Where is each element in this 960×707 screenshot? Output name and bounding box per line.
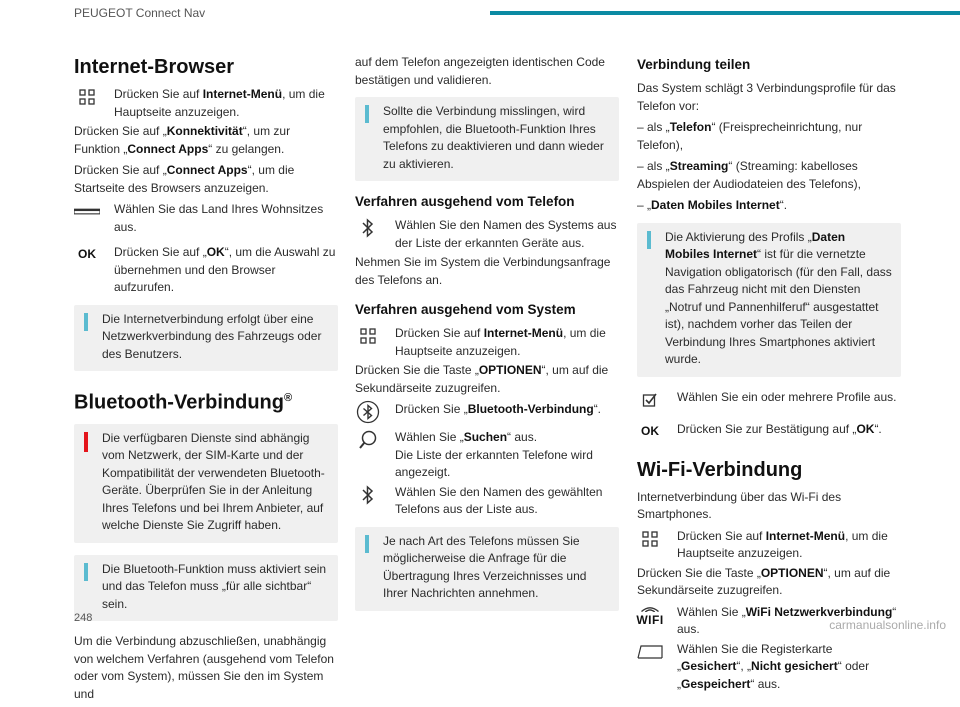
- heading-from-system: Verfahren ausgehend vom System: [355, 302, 576, 317]
- step-select-phone: Wählen Sie den Namen des gewählten Telefons aus der Liste aus.: [355, 484, 619, 519]
- step-wifi-connection: WIFI Wählen Sie „WiFi Netzwerkverbindung“ aus.: [636, 604, 897, 636]
- tab-selector-icon: [637, 641, 663, 663]
- search-icon: [355, 429, 381, 451]
- step-confirm-ok: OK Drücken Sie zur Bestätigung auf „OK“.: [637, 421, 901, 443]
- bluetooth-icon: [355, 484, 381, 506]
- info-note: Sollte die Verbindung misslingen, wird empfohlen, die Bluetooth-Funktion Ihres Telefons zu deaktivieren und dann wieder zu aktivieren.: [355, 97, 619, 181]
- step-internet-menu: Drücken Sie auf Internet-Menü, um die Hauptseite anzuzeigen.: [637, 528, 901, 563]
- checkbox-icon: [637, 389, 663, 411]
- warning-bar-icon: [84, 432, 88, 452]
- step-select-system: Wählen Sie den Namen des Systems aus der Liste der erkannten Geräte aus.: [355, 217, 619, 252]
- column-1: [74, 54, 338, 707]
- info-note: Je nach Art des Telefons müssen Sie möglicherweise die Anfrage für die Übertragung Ihres Verzeichnisses und Ihrer Nachrichten annehmen.: [355, 527, 619, 611]
- info-bar-icon: [84, 313, 88, 331]
- paragraph-wifi: Internetverbindung über das Wi-Fi des Smartphones.: [637, 489, 842, 521]
- step-ok: OK Drücken Sie auf „OK“, um die Auswahl zu übernehmen und den Browser aufzurufen.: [74, 244, 338, 297]
- step-internet-menu: Drücken Sie auf Internet-Menü, um die Hauptseite anzuzeigen.: [74, 86, 338, 121]
- step-konnektivitaet: Drücken Sie auf „Konnektivität“, um zur Funktion „Connect Apps“ zu gelangen.: [74, 124, 291, 156]
- grid-menu-icon: [637, 528, 663, 550]
- step-options: Drücken Sie die Taste „OPTIONEN“, um auf die Sekundärseite zuzugreifen.: [355, 363, 609, 395]
- watermark: carmanualsonline.info: [829, 618, 946, 632]
- column-3: [637, 54, 901, 695]
- list-item: – als „Telefon“ (Freisprecheinrichtung, nur Telefon),: [637, 120, 863, 152]
- bluetooth-icon: [355, 217, 381, 239]
- ok-icon: OK: [78, 247, 96, 262]
- bluetooth-circle-icon: [355, 401, 381, 423]
- grid-menu-icon: [355, 325, 381, 347]
- info-note: Die Internetverbindung erfolgt über eine Netzwerkverbindung des Fahrzeugs oder des Benutzers.: [74, 305, 338, 372]
- wifi-icon: WIFI: [637, 604, 663, 630]
- ok-icon: OK: [641, 423, 659, 438]
- info-note: Die Aktivierung des Profils „Daten Mobiles Internet“ ist für die vernetzte Navigation obligatorisch (für den Fall, dass das Fahrzeug nicht mit den Diensten „Notruf und Pannenhilferuf“ ausgestattet ist), nachdem vorher das Teilen der Verbindung Ihres Smartphones aktiviert wurde.: [637, 223, 901, 377]
- warning-note: Die verfügbaren Dienste sind abhängig vom Netzwerk, der SIM-Karte und der Kompatibilität der verwendeten Bluetooth-Geräte. Überprüfen Sie in der Anleitung Ihres Telefons und bei Ihrem Anbieter, auf welche Dienste Sie Zugriff haben.: [74, 424, 338, 543]
- heading-from-phone: Verfahren ausgehend vom Telefon: [355, 194, 575, 209]
- info-bar-icon: [365, 105, 369, 123]
- page-number: 248: [74, 612, 93, 624]
- heading-share-connection: Verbindung teilen: [637, 57, 751, 72]
- step-options: Drücken Sie die Taste „OPTIONEN“, um auf die Sekundärseite zuzugreifen.: [637, 565, 891, 597]
- list-item: – „Daten Mobiles Internet“.: [637, 198, 788, 212]
- grid-menu-icon: [74, 86, 100, 108]
- step-select-tab: Wählen Sie die Registerkarte „Gesichert“, „Nicht gesichert“ oder „Gespeichert“ aus.: [637, 641, 901, 694]
- header-accent-bar: [490, 11, 960, 15]
- step-bluetooth-connection: Drücken Sie „Bluetooth-Verbindung“.: [355, 401, 619, 423]
- step-select-country: Wählen Sie das Land Ihres Wohnsitzes aus.: [74, 201, 338, 236]
- paragraph-profiles: Das System schlägt 3 Verbindungsprofile für das Telefon vor:: [637, 81, 896, 113]
- step-internet-menu: Drücken Sie auf Internet-Menü, um die Hauptseite anzuzeigen.: [355, 325, 619, 360]
- scroll-bar-icon: [74, 201, 100, 223]
- paragraph-code-confirm: Um die Verbindung abzuschließen, unabhängig von welchem Verfahren (ausgehend vom Telefon oder vom System), müssen Sie den im System und: [74, 634, 334, 701]
- heading-bluetooth: Bluetooth-Verbindung®: [74, 391, 293, 414]
- info-bar-icon: [365, 535, 369, 553]
- step-select-profiles: Wählen Sie ein oder mehrere Profile aus.: [637, 389, 901, 411]
- running-header: PEUGEOT Connect Nav: [74, 6, 206, 20]
- step-accept-request: Nehmen Sie im System die Verbindungsanfrage des Telefons an.: [355, 255, 611, 287]
- step-search: Wählen Sie „Suchen“ aus. Die Liste der erkannten Telefone wird angezeigt.: [355, 429, 619, 482]
- info-bar-icon: [647, 231, 651, 249]
- heading-wifi: Wi-Fi-Verbindung: [637, 458, 803, 481]
- paragraph-code-continue: auf dem Telefon angezeigten identischen Code bestätigen und validieren.: [355, 55, 605, 87]
- info-note: Die Bluetooth-Funktion muss aktiviert sein und das Telefon muss „für alle sichtbar“ sein.: [74, 555, 338, 622]
- info-bar-icon: [84, 563, 88, 581]
- list-item: – als „Streaming“ (Streaming: kabelloses Abspielen der Audiodateien des Telefons),: [637, 159, 861, 191]
- heading-internet-browser: Internet-Browser: [74, 56, 235, 78]
- column-2: [355, 54, 619, 623]
- step-connect-apps: Drücken Sie auf „Connect Apps“, um die Startseite des Browsers anzuzeigen.: [74, 163, 295, 195]
